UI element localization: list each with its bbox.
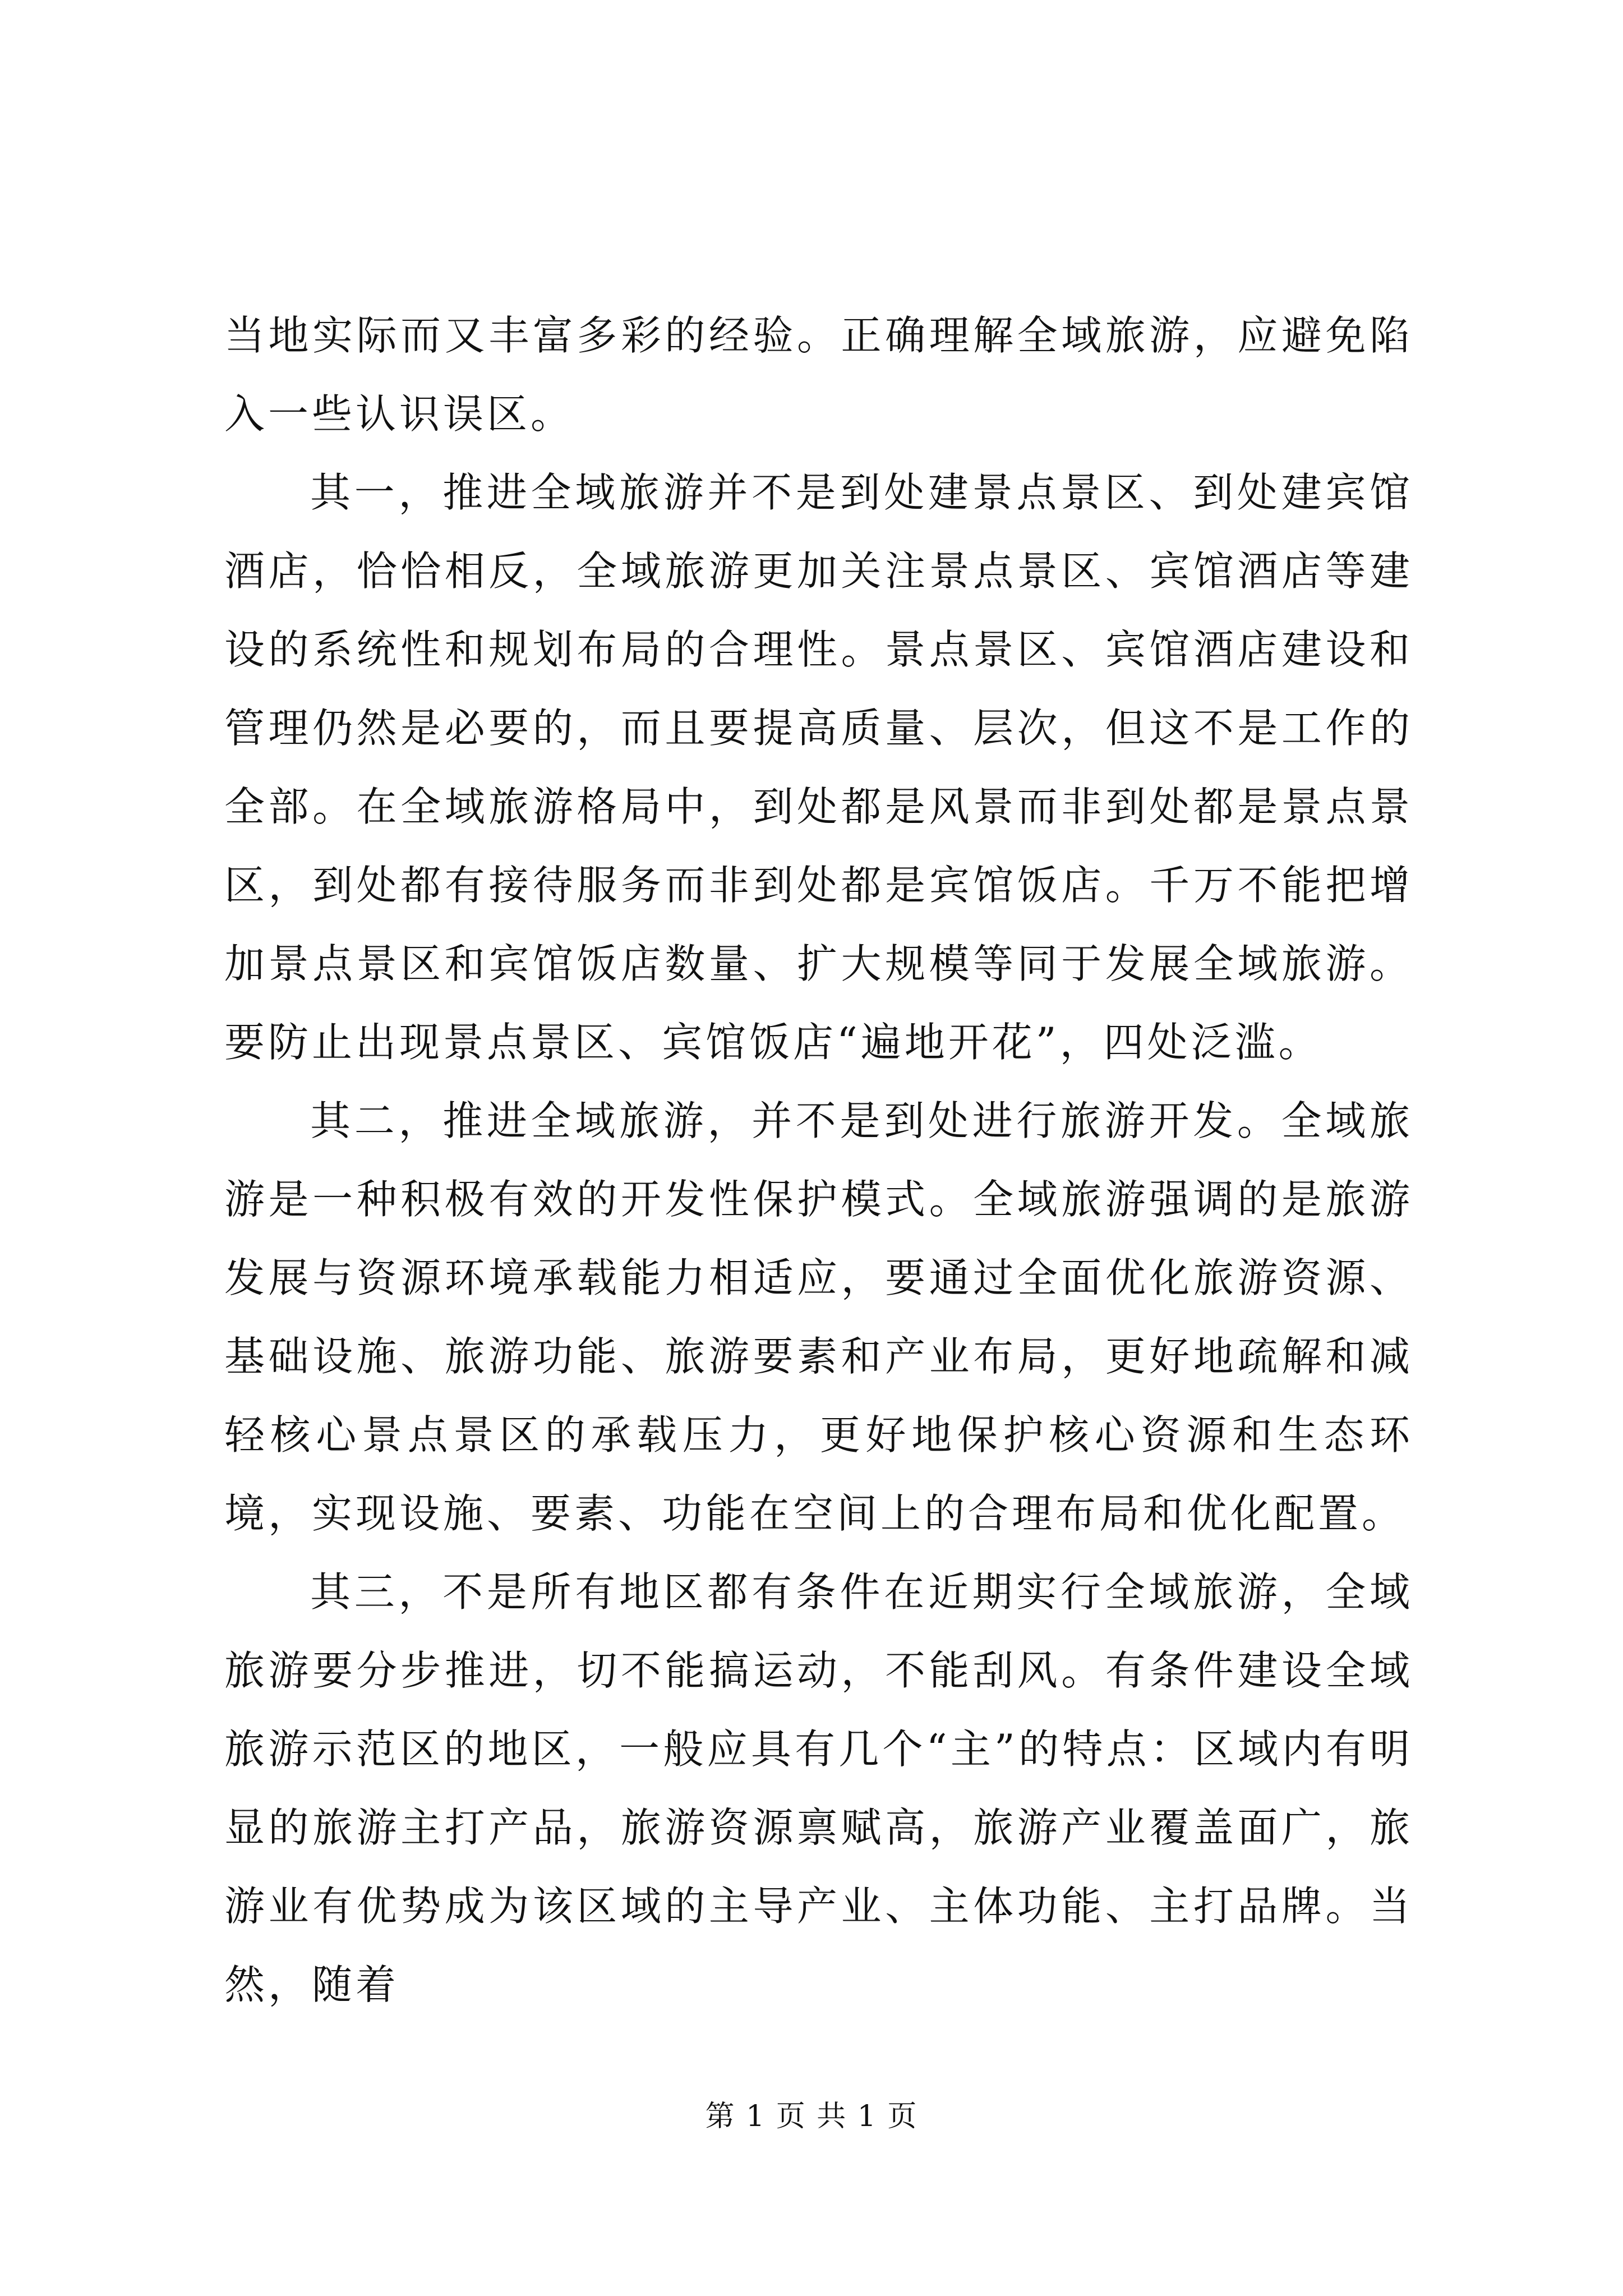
page-footer: [0, 2097, 1623, 2136]
paragraph-point-two: 其二，推进全域旅游，并不是到处进行旅游开发。全域旅游是一种积极有效的开发性保护模式。全域旅游强调的是旅游发展与资源环境承载能力相适应，要通过全面优化旅游资源、基础设施、旅游功能、旅游要素和产业布局，更好地疏解和减轻核心景点景区的承载压力，更好地保护核心资源和生态环境，实现设施、要素、功能在空间上的合理布局和优化配置。: [224, 1097, 1413, 1537]
paragraph-intro: 当地实际而又丰富多彩的经验。正确理解全域旅游，应避免陷入一些认识误区。: [224, 312, 1413, 438]
paragraph-point-one: 其一，推进全域旅游并不是到处建景点景区、到处建宾馆酒店，恰恰相反，全域旅游更加关注景点景区、宾馆酒店等建设的系统性和规划布局的合理性。景点景区、宾馆酒店建设和管理仍然是必要的，而且要提高质量、层次，但这不是工作的全部。在全域旅游格局中，到处都是风景而非到处都是景点景区，到处都有接待服务而非到处都是宾馆饭店。千万不能把增加景点景区和宾馆饭店数量、扩大规模等同于发展全域旅游。要防止出现景点景区、宾馆饭店“遍地开花”，四处泛滥。: [224, 469, 1413, 1066]
document-body: [224, 296, 1413, 2024]
page-number-label: 第 1 页 共 1 页: [705, 2100, 918, 2133]
paragraph-point-three: 其三，不是所有地区都有条件在近期实行全域旅游，全域旅游要分步推进，切不能搞运动，不能刮风。有条件建设全域旅游示范区的地区，一般应具有几个“主”的特点：区域内有明显的旅游主打产品，旅游资源禀赋高，旅游产业覆盖面广，旅游业有优势成为该区域的主导产业、主体功能、主打品牌。当然，随着: [224, 1568, 1413, 2008]
